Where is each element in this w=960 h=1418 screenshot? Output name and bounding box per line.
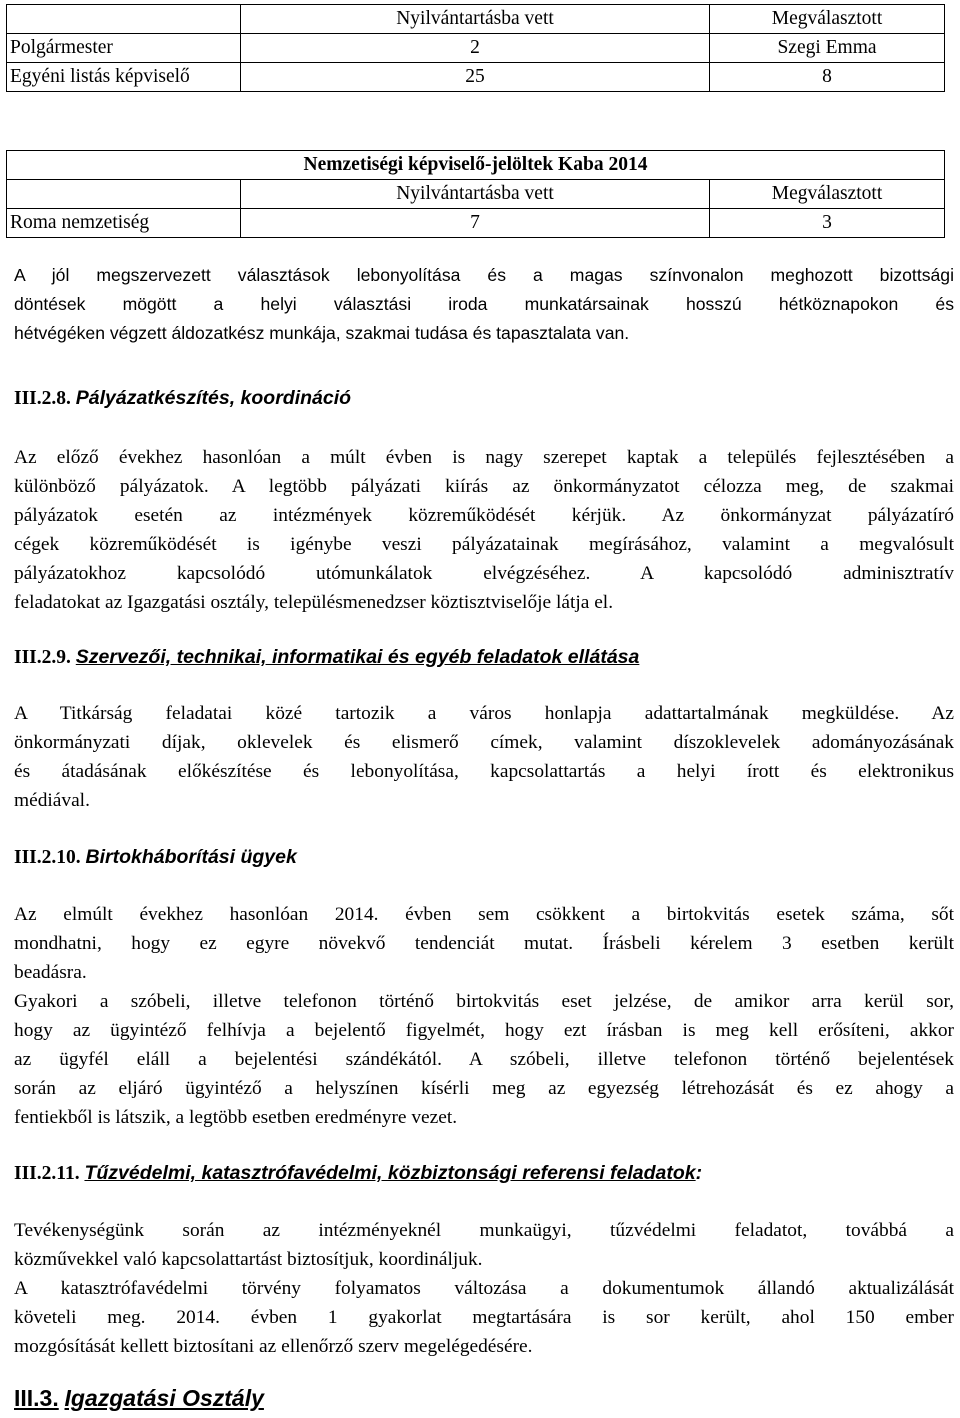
nationality-candidates-table — [6, 150, 945, 238]
election-results-table — [6, 4, 945, 92]
table-header-row — [7, 180, 945, 209]
section-2-10-paragraph-1 — [14, 900, 954, 987]
table-cell: Egyéni listás képviselő — [7, 63, 241, 92]
text-line: A katasztrófavédelmi törvény folyamatos változása a dokumentumok állandó aktualizálását — [14, 1278, 954, 1299]
section-2-10-paragraph-2 — [14, 987, 954, 1132]
section-number: III.2.9. — [14, 647, 71, 668]
table-row — [7, 209, 945, 238]
text-line: pályázatokhoz kapcsolódó utómunkálatok elvégzéséhez. A kapcsolódó adminisztratív — [14, 563, 954, 584]
section-title: Pályázatkészítés, koordináció — [75, 387, 352, 409]
section-title-colon: : — [695, 1162, 703, 1184]
table-cell: Szegi Emma — [710, 34, 945, 63]
text-line: követeli meg. 2014. évben 1 gyakorlat megtartására is sor került, ahol 150 ember — [14, 1307, 954, 1328]
table-row — [7, 63, 945, 92]
section-2-9-paragraph — [14, 699, 954, 815]
section-title: Igazgatási Osztály — [64, 1385, 264, 1411]
text-line: önkormányzati díjak, oklevelek és elismerő címek, valamint díszoklevelek adományozásának — [14, 732, 954, 753]
text-line: pályázatok esetén az intézmények közreműködését kérjük. Az önkormányzat pályázatíró — [14, 505, 954, 526]
text-line: mozgósítását kellett biztosítani az ellenőrző szerv megelégedésére. — [14, 1336, 533, 1357]
text-line: Az előző évekhez hasonlóan a múlt évben is nagy szerepet kaptak a település fejlesztésében a — [14, 447, 954, 468]
text-line: cégek közreműködését is igénybe veszi pályázatainak megírásához, valamint a megvalósult — [14, 534, 954, 555]
table-header-cell: Megválasztott — [710, 180, 945, 209]
text-line: különböző pályázatok. A legtöbb pályázati kiírás az önkormányzatot célozza meg, de szakmai — [14, 476, 954, 497]
text-line: hogy az ügyintéző felhívja a bejelentő figyelmét, hogy ezt írásban is meg kell erősíteni, akkor — [14, 1020, 954, 1041]
text-line: Az elmúlt évekhez hasonlóan 2014. évben sem csökkent a birtokvitás esetek száma, sőt — [14, 904, 954, 925]
section-2-11-paragraph-1 — [14, 1216, 954, 1274]
section-heading-3 — [14, 1384, 264, 1413]
table-cell: 25 — [241, 63, 710, 92]
section-number: III.2.10. — [14, 847, 81, 868]
table-cell: 3 — [710, 209, 945, 238]
text-line: beadásra. — [14, 962, 87, 983]
text-line: Tevékenységünk során az intézményeknél munkaügyi, tűzvédelmi feladatot, továbbá a — [14, 1220, 954, 1241]
table-title: Nemzetiségi képviselő-jelöltek Kaba 2014 — [7, 151, 945, 180]
text-line: feladatokat az Igazgatási osztály, településmenedzser köztisztviselője látja el. — [14, 592, 614, 613]
table-header-cell: Megválasztott — [710, 5, 945, 34]
section-title: Szervezői, technikai, informatikai és egyéb feladatok ellátása — [75, 646, 640, 668]
text-line: médiával. — [14, 790, 90, 811]
section-title: Birtokháborítási ügyek — [85, 846, 297, 868]
table-header-cell: Nyilvántartásba vett — [241, 180, 710, 209]
table-header-cell — [7, 5, 241, 34]
table-cell: 7 — [241, 209, 710, 238]
section-heading-2-9 — [14, 643, 639, 672]
table-header-cell — [7, 180, 241, 209]
text-line: fentiekből is látszik, a legtöbb esetben eredményre vezet. — [14, 1107, 458, 1128]
section-2-8-paragraph — [14, 443, 954, 617]
text-line: közművekkel való kapcsolattartást biztosítjuk, koordináljuk. — [14, 1249, 483, 1270]
text-line: hétvégéken végzett áldozatkész munkája, szakmai tudása és tapasztalata van. — [14, 323, 630, 343]
section-number: III.3. — [14, 1385, 59, 1411]
text-line: mondhatni, hogy ez egyre növekvő tendenciát mutat. Írásbeli kérelem 3 esetben került — [14, 933, 954, 954]
text-line: az ügyfél eláll a bejelentési szándékától. A szóbeli, illetve telefonon történő bejelentések — [14, 1049, 954, 1070]
table-title-row — [7, 151, 945, 180]
text-line: A jól megszervezett választások lebonyolítása és a magas színvonalon meghozott bizottsági — [14, 265, 954, 285]
text-line: és átadásának előkészítése és lebonyolítása, kapcsolattartás a helyi írott és elektronikus — [14, 761, 954, 782]
text-line: A Titkárság feladatai közé tartozik a város honlapja adattartalmának megküldése. Az — [14, 703, 954, 724]
section-heading-2-8 — [14, 384, 351, 413]
section-number: III.2.11. — [14, 1163, 80, 1184]
text-line: döntések mögött a helyi választási iroda munkatársainak hosszú hétköznapokon és — [14, 294, 954, 314]
table-cell: 2 — [241, 34, 710, 63]
table-cell: Polgármester — [7, 34, 241, 63]
text-line: Gyakori a szóbeli, illetve telefonon történő birtokvitás eset jelzése, de amikor arra kerül sor, — [14, 991, 954, 1012]
table-row — [7, 34, 945, 63]
section-heading-2-11 — [14, 1159, 702, 1188]
section-title: Tűzvédelmi, katasztrófavédelmi, közbiztonsági referensi feladatok — [84, 1162, 696, 1184]
section-heading-2-10 — [14, 843, 297, 872]
intro-paragraph — [14, 261, 954, 348]
section-number: III.2.8. — [14, 388, 71, 409]
section-2-11-paragraph-2 — [14, 1274, 954, 1361]
text-line: során az eljáró ügyintéző a helyszínen kísérli meg az egyezség létrehozását és ez ahogy a — [14, 1078, 954, 1099]
table-header-cell: Nyilvántartásba vett — [241, 5, 710, 34]
table-cell: 8 — [710, 63, 945, 92]
table-cell: Roma nemzetiség — [7, 209, 241, 238]
table-header-row — [7, 5, 945, 34]
